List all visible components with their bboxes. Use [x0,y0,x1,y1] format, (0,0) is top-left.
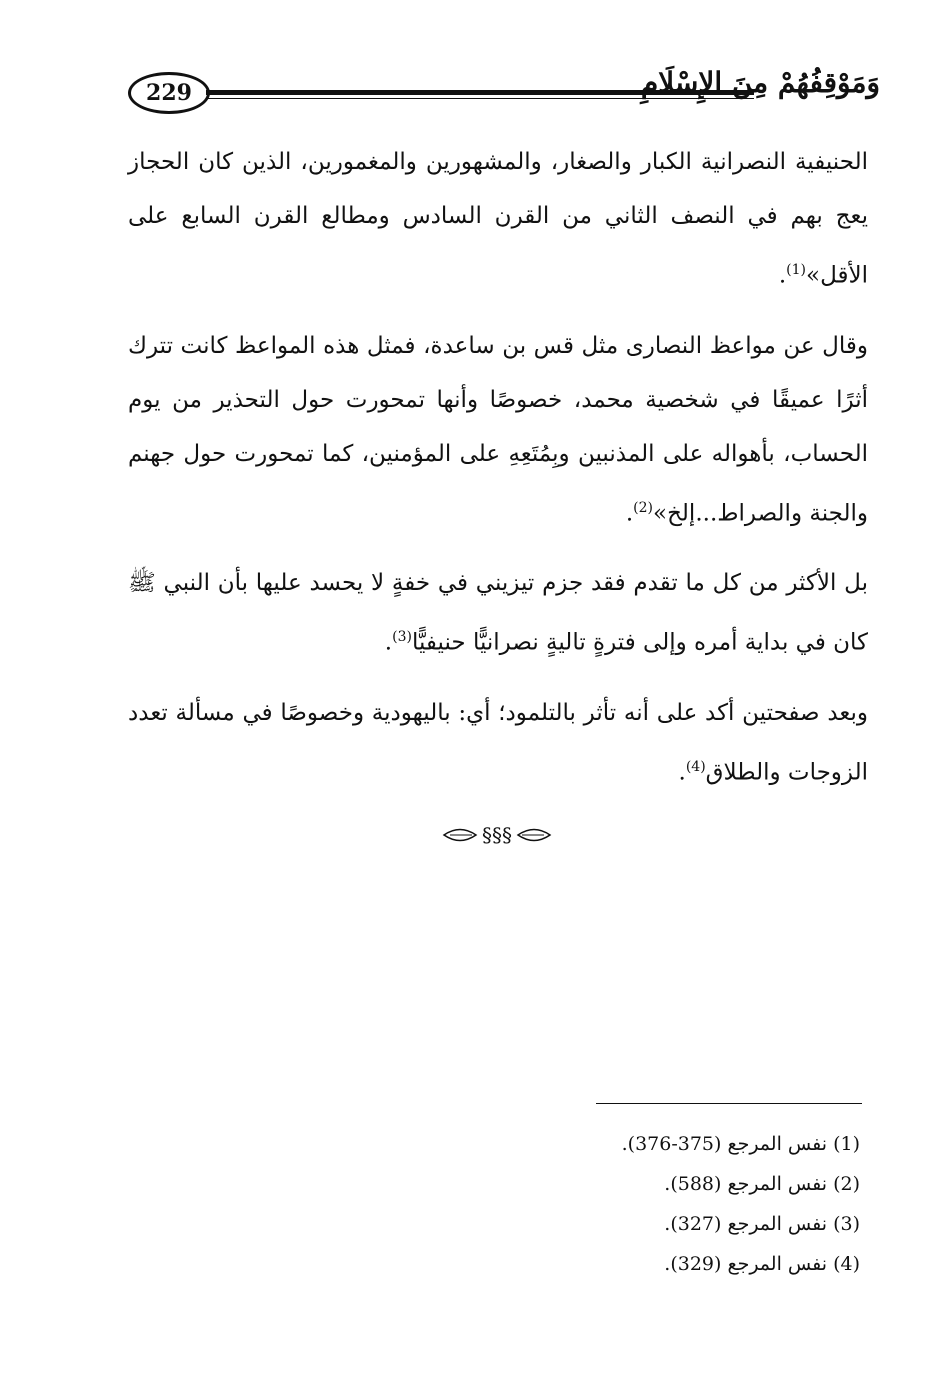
page-number: 229 [128,72,210,114]
footnotes [622,1124,860,1284]
footnote-2: (2) نفس المرجع (588). [664,1173,860,1195]
paragraph-end: . [678,759,686,786]
running-title: وَمَوْقِفُهُمْ مِنَ الإِسْلَامِ [640,66,880,99]
paragraph-2 [128,319,868,541]
paragraph-text: وبعد صفحتين أكد على أنه تأثر بالتلمود؛ أي: باليهودية وخصوصًا في مسألة تعدد الزوجات والطلاق [128,699,868,786]
paragraph-text: الحنيفية النصرانية الكبار والصغار، والمشهورين والمغمورين، الذين كان الحجاز يعج بهم في النصف الثاني من القرن السادس ومطالع القرن السابع على الأقل» [128,149,868,289]
footnote-separator [596,1103,862,1104]
footnote-ref-1[interactable]: (1) [786,262,806,278]
paragraph-end: . [778,262,787,289]
footnote-ref-3[interactable]: (3) [392,629,412,646]
page-header [120,62,880,122]
paragraph-end: . [625,500,634,527]
footnote-1: (1) نفس المرجع (375-376). [621,1133,860,1155]
paragraph-1 [128,135,868,303]
main-text [128,135,868,816]
footnote-3: (3) نفس المرجع (327). [664,1213,860,1235]
paragraph-text: بل الأكثر من كل ما تقدم فقد جزم تيزيني في خفةٍ لا يحسد عليها بأن النبي ﷺ كان في بداية أمره وإلى فترةٍ تاليةٍ نصرانيًّا حنيفيًّا [128,570,868,656]
svg-text:§§§: §§§ [482,823,512,847]
footnote-ref-4[interactable]: (4) [685,758,706,775]
paragraph-end: . [384,629,393,656]
paragraph-text: وقال عن مواعظ النصارى مثل قس بن ساعدة، فمثل هذه المواعظ كانت تترك أثرًا عميقًا في شخصية محمد، خصوصًا وأنها تمحورت حول التحذير من يوم الحساب، بأهواله على المذنبين وبِمُتَعِهِ على المؤمنين، كما تمحورت حول جهنم والجنة والصراط...إلخ» [128,332,868,527]
paragraph-3 [128,556,868,670]
footnote-4: (4) نفس المرجع (329). [664,1253,860,1275]
section-ornament-icon [442,820,552,850]
paragraph-4 [128,686,868,800]
footnote-ref-2[interactable]: (2) [633,499,653,516]
